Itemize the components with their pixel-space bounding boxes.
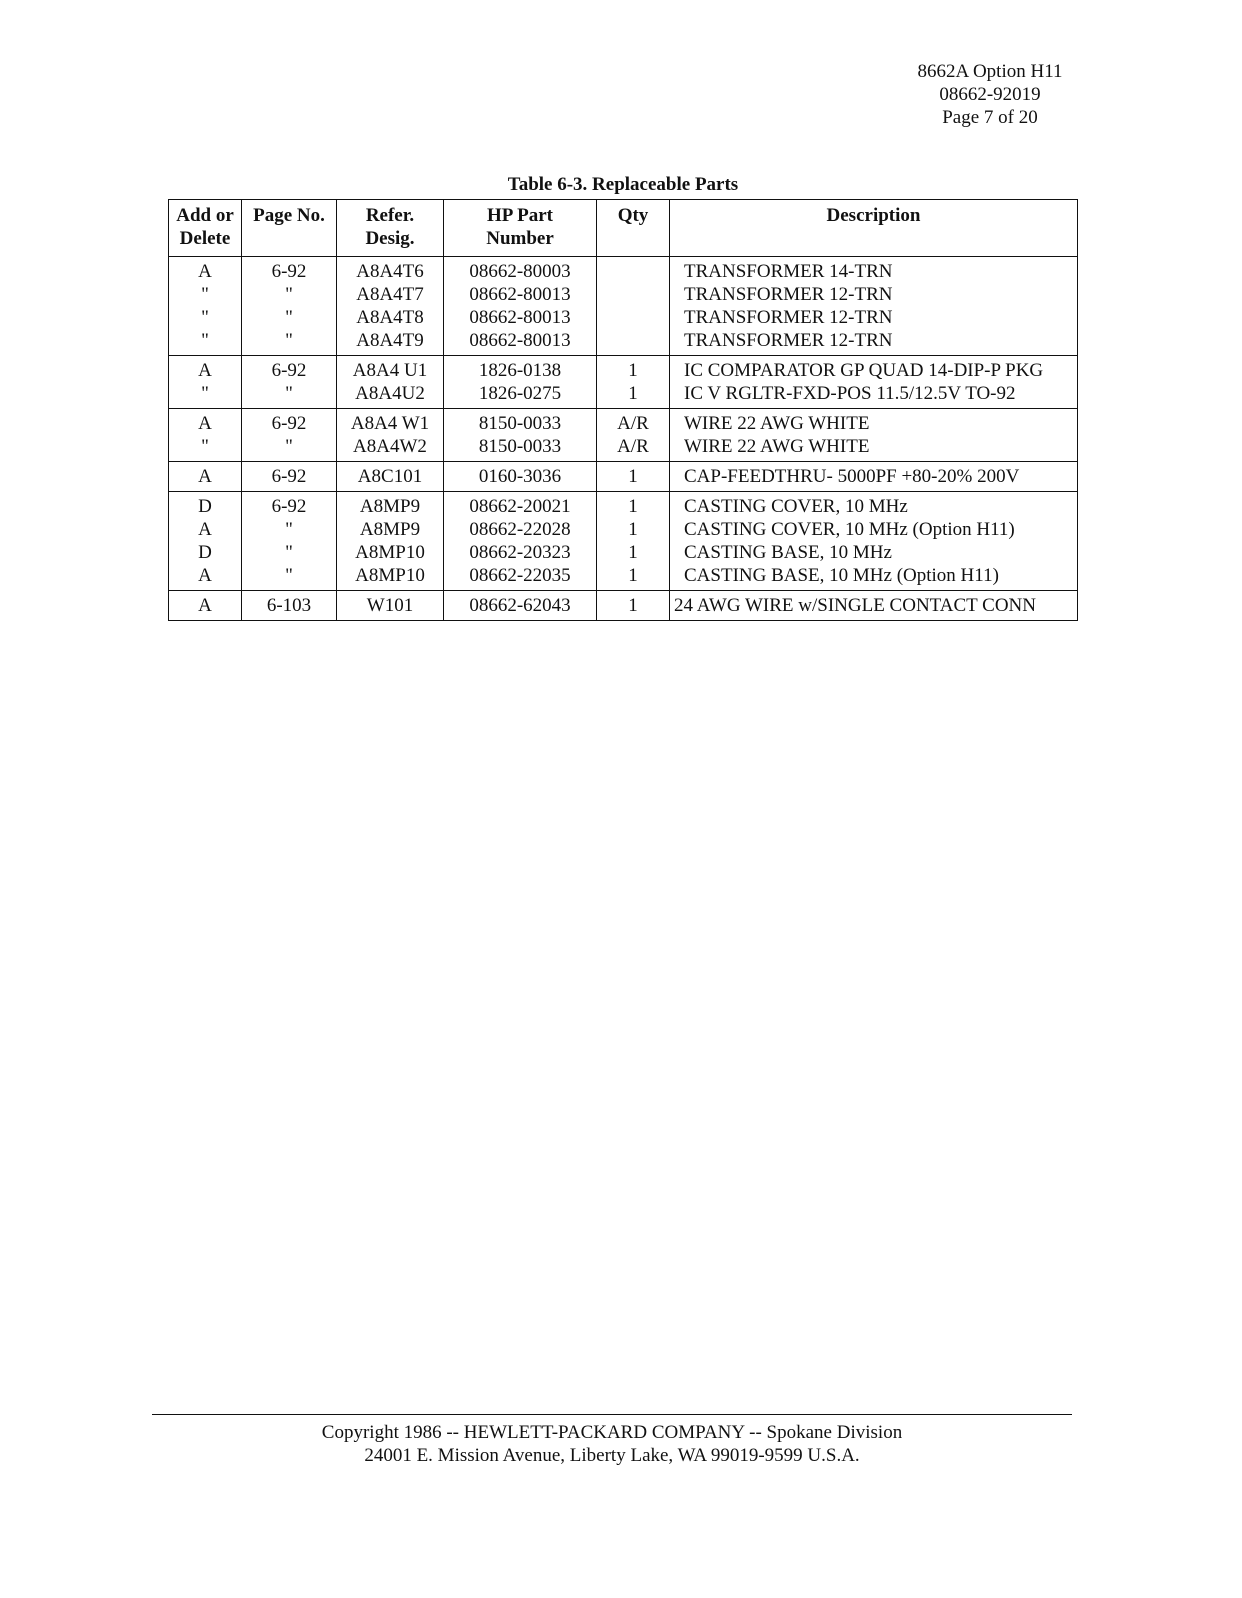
cell-line: 6-92 [271, 496, 307, 517]
header-description-line: Description [826, 205, 921, 226]
cell-line: 1 [628, 542, 638, 563]
cell-line: 8150-0033 [478, 413, 562, 434]
cell-add-delete [169, 257, 242, 356]
cell-line: IC COMPARATOR GP QUAD 14-DIP-P PKG [684, 360, 1044, 381]
cell-line: A8MP10 [355, 542, 425, 563]
cell-qty [597, 257, 670, 356]
cell-line: 1 [628, 496, 638, 517]
cell-line: 6-103 [266, 595, 312, 616]
cell-refer-desig [337, 257, 444, 356]
cell-line [597, 306, 669, 329]
cell-line: W101 [366, 595, 414, 616]
header-page-no [242, 200, 337, 257]
cell-line: A8C101 [357, 466, 423, 487]
cell-line: 08662-20323 [469, 542, 571, 563]
cell-hp-part [444, 591, 597, 621]
header-refer-desig-line: Desig. [365, 228, 415, 249]
cell-page-no [242, 591, 337, 621]
cell-line: A8A4T8 [356, 307, 424, 328]
header-hp-part-number [444, 200, 597, 257]
cell-line: WIRE 22 AWG WHITE [684, 413, 870, 434]
copyright-line: Copyright 1986 -- HEWLETT-PACKARD COMPANY -- Spokane Division [321, 1422, 903, 1443]
header-hp-part-line: Number [486, 228, 554, 249]
cell-line: " [285, 284, 293, 305]
cell-line: 08662-80013 [469, 307, 571, 328]
cell-line: TRANSFORMER 12-TRN [684, 284, 893, 305]
cell-hp-part [444, 356, 597, 409]
cell-line: A [198, 360, 212, 381]
cell-add-delete [169, 591, 242, 621]
cell-line: WIRE 22 AWG WHITE [684, 436, 870, 457]
header-add-delete-line: Delete [179, 228, 231, 249]
cell-line: " [285, 519, 293, 540]
cell-line: TRANSFORMER 14-TRN [684, 261, 893, 282]
cell-line: 1 [628, 383, 638, 404]
cell-line: " [285, 542, 293, 563]
cell-page-no [242, 409, 337, 462]
cell-line: IC V RGLTR-FXD-POS 11.5/12.5V TO-92 [684, 383, 1016, 404]
header-refer-desig-line: Refer. [365, 205, 415, 226]
cell-qty [597, 591, 670, 621]
cell-line: CASTING BASE, 10 MHz [684, 542, 892, 563]
cell-line: 1 [628, 565, 638, 586]
cell-line: " [201, 330, 209, 351]
cell-refer-desig [337, 356, 444, 409]
cell-line: A8MP9 [359, 519, 421, 540]
cell-hp-part [444, 462, 597, 492]
cell-line: " [285, 436, 293, 457]
cell-line: 8150-0033 [478, 436, 562, 457]
cell-line: A8MP9 [359, 496, 421, 517]
cell-line: A8A4T7 [356, 284, 424, 305]
cell-line: " [201, 284, 209, 305]
cell-line: 0160-3036 [478, 466, 562, 487]
cell-line: 6-92 [271, 360, 307, 381]
table-row-group [169, 409, 1078, 462]
table-header-row [169, 200, 1078, 257]
table-row-group [169, 591, 1078, 621]
cell-refer-desig [337, 492, 444, 591]
cell-line: 08662-80003 [469, 261, 571, 282]
cell-qty [597, 356, 670, 409]
cell-line: 1826-0275 [478, 383, 562, 404]
address-line: 24001 E. Mission Avenue, Liberty Lake, WA 99019-9599 U.S.A. [364, 1445, 860, 1466]
header-description [670, 200, 1078, 257]
cell-line: TRANSFORMER 12-TRN [684, 330, 893, 351]
cell-qty [597, 492, 670, 591]
cell-line: " [285, 330, 293, 351]
cell-line: 1 [628, 519, 638, 540]
cell-line [597, 283, 669, 306]
cell-line: A/R [617, 413, 649, 434]
cell-line: " [285, 307, 293, 328]
cell-page-no [242, 492, 337, 591]
cell-line: CAP-FEEDTHRU- 5000PF +80-20% 200V [684, 466, 1020, 487]
table-row-group [169, 257, 1078, 356]
cell-line: 6-92 [271, 466, 307, 487]
cell-line: CASTING COVER, 10 MHz (Option H11) [684, 519, 1015, 540]
cell-line: 24 AWG WIRE w/SINGLE CONTACT CONN [674, 595, 1036, 616]
cell-line: A [198, 565, 212, 586]
cell-line: A8A4U2 [355, 383, 425, 404]
cell-line: 6-92 [271, 413, 307, 434]
cell-line: " [201, 436, 209, 457]
cell-line: " [201, 383, 209, 404]
cell-add-delete [169, 409, 242, 462]
cell-line: " [285, 565, 293, 586]
cell-line: A [198, 595, 212, 616]
cell-line: CASTING COVER, 10 MHz [684, 496, 908, 517]
cell-line: A [198, 519, 212, 540]
document-number: 08662-92019 [939, 84, 1041, 105]
cell-description [670, 492, 1078, 591]
cell-line: TRANSFORMER 12-TRN [684, 307, 893, 328]
page-number: Page 7 of 20 [942, 107, 1038, 128]
cell-page-no [242, 257, 337, 356]
cell-line: A8A4 W1 [350, 413, 430, 434]
header-refer-desig [337, 200, 444, 257]
table-row-group [169, 462, 1078, 492]
cell-hp-part [444, 492, 597, 591]
cell-refer-desig [337, 591, 444, 621]
cell-line: 6-92 [271, 261, 307, 282]
cell-line [597, 260, 669, 283]
cell-description [670, 409, 1078, 462]
cell-line: A8A4T6 [356, 261, 424, 282]
cell-description [670, 257, 1078, 356]
cell-line: A [198, 466, 212, 487]
cell-line: 08662-22028 [469, 519, 571, 540]
cell-line: D [198, 496, 212, 517]
replaceable-parts-table [168, 199, 1078, 621]
cell-line: 08662-22035 [469, 565, 571, 586]
cell-description [670, 591, 1078, 621]
footer-divider [152, 1414, 1072, 1415]
cell-page-no [242, 356, 337, 409]
cell-line: 08662-62043 [469, 595, 571, 616]
cell-line: 08662-20021 [469, 496, 571, 517]
cell-page-no [242, 462, 337, 492]
header-page-no-line: Page No. [253, 205, 325, 226]
cell-qty [597, 462, 670, 492]
cell-line: " [201, 307, 209, 328]
cell-line: CASTING BASE, 10 MHz (Option H11) [684, 565, 999, 586]
cell-line: A/R [617, 436, 649, 457]
cell-qty [597, 409, 670, 462]
page-footer [152, 1421, 1072, 1467]
cell-line: A8A4 U1 [352, 360, 428, 381]
header-hp-part-line: HP Part [487, 205, 553, 226]
header-add-delete [169, 200, 242, 257]
cell-line: A [198, 261, 212, 282]
cell-hp-part [444, 257, 597, 356]
cell-line: 1 [628, 360, 638, 381]
model-label: 8662A Option H11 [917, 61, 1063, 82]
document-header [860, 60, 1120, 129]
cell-line: D [198, 542, 212, 563]
table-row-group [169, 356, 1078, 409]
cell-description [670, 462, 1078, 492]
cell-line: A8MP10 [355, 565, 425, 586]
header-qty [597, 200, 670, 257]
cell-refer-desig [337, 409, 444, 462]
cell-refer-desig [337, 462, 444, 492]
header-qty-line: Qty [617, 205, 649, 226]
table-row-group [169, 492, 1078, 591]
header-add-delete-line: Add or [176, 205, 234, 226]
cell-line: A8A4T9 [356, 330, 424, 351]
cell-line: A8A4W2 [353, 436, 427, 457]
cell-hp-part [444, 409, 597, 462]
cell-line: 08662-80013 [469, 284, 571, 305]
cell-line: 1 [628, 595, 638, 616]
cell-line: 1826-0138 [478, 360, 562, 381]
cell-line [597, 329, 669, 352]
cell-line: A [198, 413, 212, 434]
cell-line: " [285, 383, 293, 404]
cell-line: 08662-80013 [469, 330, 571, 351]
cell-add-delete [169, 356, 242, 409]
table-title: Table 6-3. Replaceable Parts [507, 174, 739, 195]
cell-description [670, 356, 1078, 409]
cell-add-delete [169, 462, 242, 492]
cell-add-delete [169, 492, 242, 591]
cell-line: 1 [628, 466, 638, 487]
